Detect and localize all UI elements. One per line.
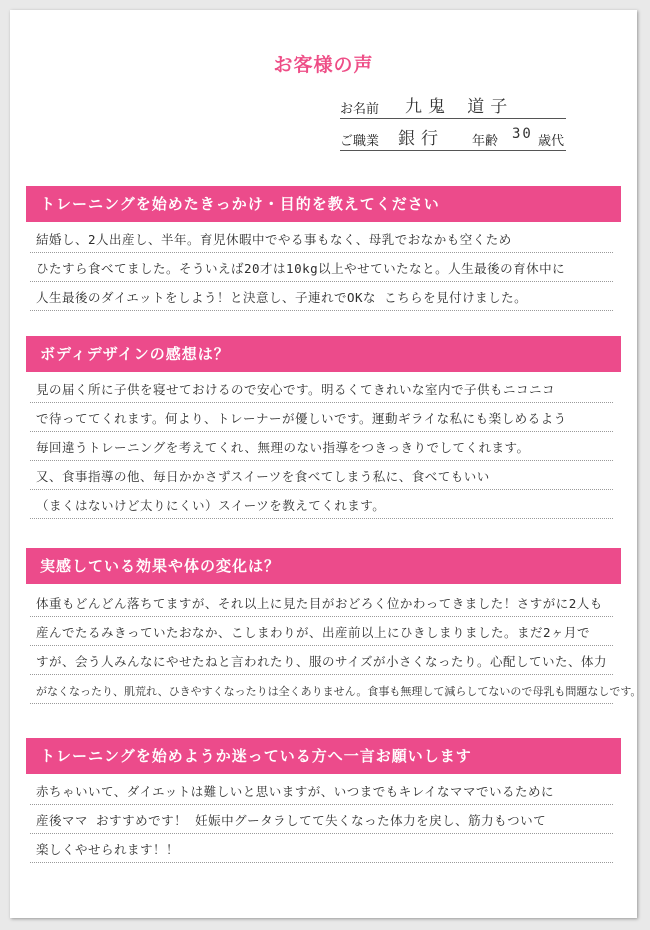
section-heading-effects: 実感している効果や体の変化は？ [26,548,621,584]
section-heading-impressions: ボディデザインの感想は？ [26,336,621,372]
section-heading-advice: トレーニングを始めようか迷っている方へ一言お願いします [26,738,621,774]
answer-line: 楽しくやせられます！！ [30,834,613,863]
name-underline [340,118,566,119]
section-heading-motivation: トレーニングを始めたきっかけ・目的を教えてください [26,186,621,222]
answer-line: 毎回違うトレーニングを考えてくれ、無理のない指導をつきっきりでしてくれます。 [30,432,613,461]
name-value: 九鬼 道子 [405,97,514,117]
section-answer-effects [30,588,642,704]
page-title: お客様の声 [273,54,374,76]
answer-line: 人生最後のダイエットをしよう！と決意し、子連れでOKな こちらを見付けました。 [30,282,613,311]
job-value: 銀行 [398,129,444,149]
answer-line: 見の届く所に子供を寝せておけるので安心です。明るくてきれいな室内で子供もニコニコ [30,374,613,403]
answer-line: （まくはないけど太りにくい）スイーツを教えてくれます。 [30,490,613,519]
name-label: お名前 [340,102,380,117]
age-value: 30 [512,126,533,142]
answer-line: 体重もどんどん落ちてますが、それ以上に見た目がおどろく位かわってきました！さすがに2人も [30,588,613,617]
answer-line: 又、食事指導の他、毎日かかさずスイーツを食べてしまう私に、食べてもいい [30,461,613,490]
section-answer-motivation [30,224,613,311]
answer-line: すが、会う人みんなにやせたねと言われたり、服のサイズが小さくなったり。心配していた、体力 [30,646,613,675]
section-answer-impressions [30,374,613,519]
answer-line: ひたすら食べてました。そういえば20才は10kg以上やせていたなと。人生最後の育休中に [30,253,613,282]
answer-line: がなくなったり、肌荒れ、ひきやすくなったりは全くありません。食事も無理して減らしてないので母乳も問題なしです。 [30,675,613,704]
job-underline [340,150,566,151]
job-label: ご職業 [340,134,380,149]
answer-line: 産後ママ おすすめです！ 妊娠中グータラしてて失くなった体力を戻し、筋力もついて [30,805,613,834]
answer-line: 結婚し、2人出産し、半年。育児休暇中でやる事もなく、母乳でおなかも空くため [30,224,613,253]
answer-line: 産んでたるみきっていたおなか、こしまわりが、出産前以上にひきしまりました。まだ2ヶ月で [30,617,613,646]
section-answer-advice [30,776,613,863]
testimonial-sheet [10,10,642,918]
age-label: 年齢 [472,134,499,149]
answer-line: で待っててくれます。何より、トレーナーが優しいです。運動ギライな私にも楽しめるよう [30,403,613,432]
age-suffix: 歳代 [538,134,565,149]
answer-line: 赤ちゃいいて、ダイエットは難しいと思いますが、いつまでもキレイなママでいるために [30,776,613,805]
